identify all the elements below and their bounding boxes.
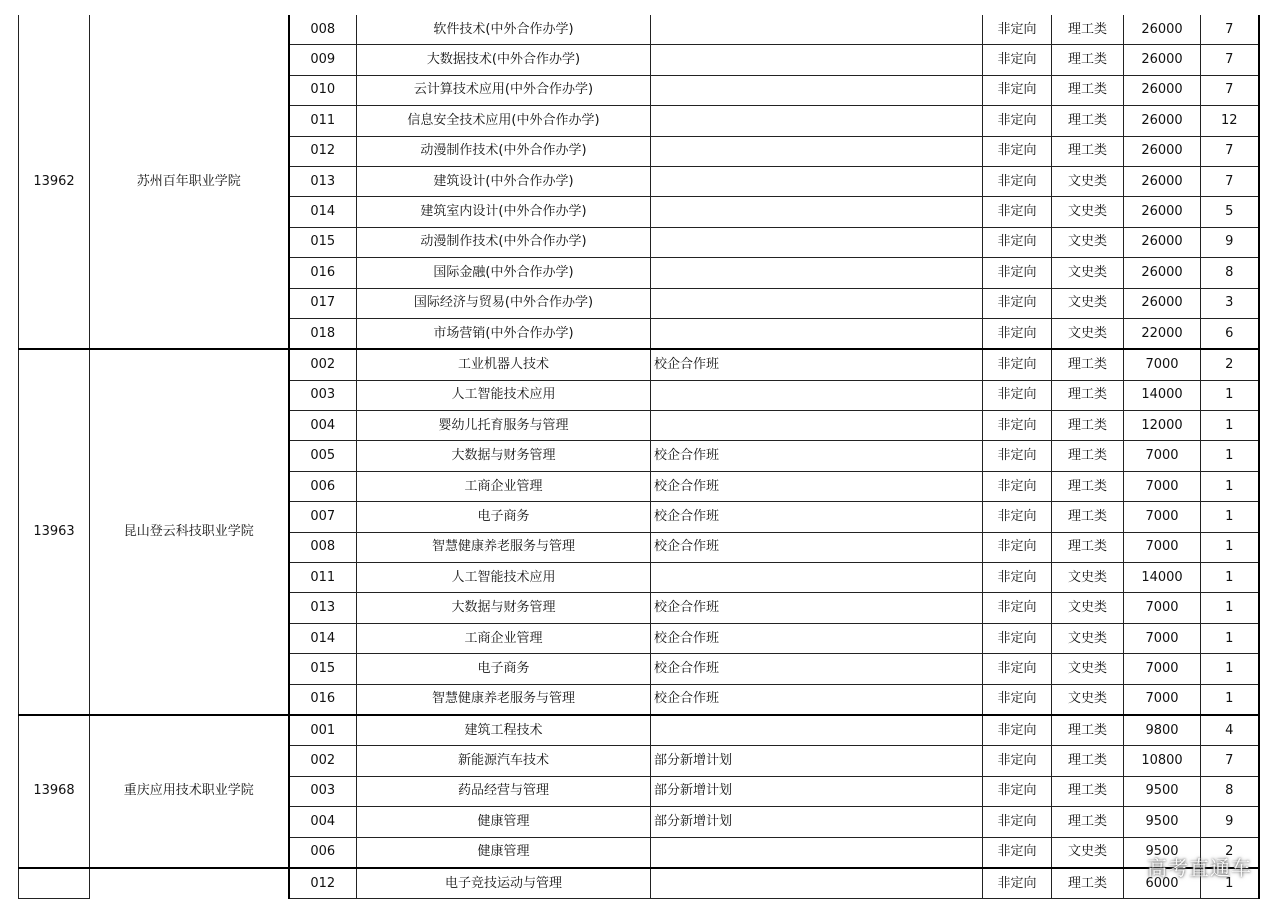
- category-cell: 理工类: [1052, 15, 1124, 45]
- major-code-cell: 008: [289, 532, 357, 562]
- major-name-cell: 智慧健康养老服务与管理: [357, 684, 651, 715]
- plan-count-cell: 1: [1201, 563, 1259, 593]
- tuition-cell: 7000: [1124, 502, 1201, 532]
- category-cell: 理工类: [1052, 532, 1124, 562]
- note-cell: [651, 837, 983, 868]
- note-cell: 部分新增计划: [651, 807, 983, 837]
- major-code-cell: 003: [289, 380, 357, 410]
- category-cell: 理工类: [1052, 776, 1124, 806]
- note-cell: [651, 166, 983, 196]
- school-name-cell: 苏州百年职业学院: [90, 15, 289, 349]
- note-cell: 校企合作班: [651, 684, 983, 715]
- category-cell: 理工类: [1052, 380, 1124, 410]
- school-code-cell: 13963: [19, 349, 90, 715]
- tuition-cell: 7000: [1124, 349, 1201, 380]
- plan-count-cell: 1: [1201, 411, 1259, 441]
- tuition-cell: 26000: [1124, 136, 1201, 166]
- note-cell: [651, 75, 983, 105]
- category-cell: 理工类: [1052, 75, 1124, 105]
- major-name-cell: 健康管理: [357, 807, 651, 837]
- tuition-cell: 12000: [1124, 411, 1201, 441]
- enrollment-plan-table: [18, 15, 1260, 899]
- major-code-cell: 011: [289, 106, 357, 136]
- plan-count-cell: 12: [1201, 106, 1259, 136]
- major-name-cell: 云计算技术应用(中外合作办学): [357, 75, 651, 105]
- major-code-cell: 002: [289, 746, 357, 776]
- orientation-cell: 非定向: [983, 807, 1052, 837]
- category-cell: 理工类: [1052, 441, 1124, 471]
- major-code-cell: 016: [289, 684, 357, 715]
- major-code-cell: 006: [289, 471, 357, 501]
- plan-count-cell: 1: [1201, 502, 1259, 532]
- note-cell: [651, 868, 983, 899]
- plan-count-cell: 5: [1201, 197, 1259, 227]
- major-code-cell: 004: [289, 807, 357, 837]
- note-cell: 校企合作班: [651, 532, 983, 562]
- major-code-cell: 012: [289, 136, 357, 166]
- orientation-cell: 非定向: [983, 868, 1052, 899]
- tuition-cell: 9500: [1124, 837, 1201, 868]
- tuition-cell: 7000: [1124, 623, 1201, 653]
- orientation-cell: 非定向: [983, 471, 1052, 501]
- category-cell: 文史类: [1052, 654, 1124, 684]
- major-code-cell: 008: [289, 15, 357, 45]
- table-row: [19, 349, 1259, 380]
- major-name-cell: 工业机器人技术: [357, 349, 651, 380]
- tuition-cell: 7000: [1124, 471, 1201, 501]
- category-cell: 文史类: [1052, 197, 1124, 227]
- note-cell: 校企合作班: [651, 593, 983, 623]
- category-cell: 理工类: [1052, 502, 1124, 532]
- note-cell: 校企合作班: [651, 441, 983, 471]
- major-code-cell: 003: [289, 776, 357, 806]
- tuition-cell: 26000: [1124, 288, 1201, 318]
- tuition-cell: 10800: [1124, 746, 1201, 776]
- plan-count-cell: 1: [1201, 380, 1259, 410]
- major-name-cell: 国际金融(中外合作办学): [357, 258, 651, 288]
- plan-count-cell: 1: [1201, 654, 1259, 684]
- note-cell: [651, 106, 983, 136]
- note-cell: [651, 15, 983, 45]
- major-name-cell: 建筑室内设计(中外合作办学): [357, 197, 651, 227]
- category-cell: 文史类: [1052, 258, 1124, 288]
- note-cell: [651, 45, 983, 75]
- tuition-cell: 26000: [1124, 197, 1201, 227]
- orientation-cell: 非定向: [983, 715, 1052, 746]
- note-cell: [651, 715, 983, 746]
- major-name-cell: 健康管理: [357, 837, 651, 868]
- note-cell: [651, 197, 983, 227]
- orientation-cell: 非定向: [983, 776, 1052, 806]
- orientation-cell: 非定向: [983, 532, 1052, 562]
- major-code-cell: 009: [289, 45, 357, 75]
- orientation-cell: 非定向: [983, 623, 1052, 653]
- orientation-cell: 非定向: [983, 75, 1052, 105]
- category-cell: 文史类: [1052, 623, 1124, 653]
- plan-count-cell: 7: [1201, 746, 1259, 776]
- school-name-cell: 重庆应用技术职业学院: [90, 715, 289, 868]
- major-code-cell: 013: [289, 166, 357, 196]
- orientation-cell: 非定向: [983, 288, 1052, 318]
- note-cell: [651, 136, 983, 166]
- tuition-cell: 26000: [1124, 227, 1201, 257]
- orientation-cell: 非定向: [983, 136, 1052, 166]
- orientation-cell: 非定向: [983, 106, 1052, 136]
- major-name-cell: 市场营销(中外合作办学): [357, 318, 651, 349]
- note-cell: [651, 227, 983, 257]
- note-cell: [651, 411, 983, 441]
- orientation-cell: 非定向: [983, 563, 1052, 593]
- plan-count-cell: 7: [1201, 45, 1259, 75]
- orientation-cell: 非定向: [983, 380, 1052, 410]
- category-cell: 文史类: [1052, 837, 1124, 868]
- table-row: [19, 715, 1259, 746]
- major-name-cell: 建筑设计(中外合作办学): [357, 166, 651, 196]
- plan-count-cell: 7: [1201, 15, 1259, 45]
- major-name-cell: 国际经济与贸易(中外合作办学): [357, 288, 651, 318]
- orientation-cell: 非定向: [983, 227, 1052, 257]
- orientation-cell: 非定向: [983, 441, 1052, 471]
- category-cell: 理工类: [1052, 715, 1124, 746]
- major-code-cell: 016: [289, 258, 357, 288]
- major-code-cell: 005: [289, 441, 357, 471]
- major-code-cell: 013: [289, 593, 357, 623]
- category-cell: 理工类: [1052, 45, 1124, 75]
- note-cell: [651, 318, 983, 349]
- major-code-cell: 002: [289, 349, 357, 380]
- major-name-cell: 信息安全技术应用(中外合作办学): [357, 106, 651, 136]
- major-name-cell: 人工智能技术应用: [357, 380, 651, 410]
- school-code-cell: 13962: [19, 15, 90, 349]
- plan-count-cell: 4: [1201, 715, 1259, 746]
- school-code-cell: [19, 868, 90, 899]
- major-name-cell: 动漫制作技术(中外合作办学): [357, 136, 651, 166]
- category-cell: 理工类: [1052, 136, 1124, 166]
- category-cell: 文史类: [1052, 593, 1124, 623]
- orientation-cell: 非定向: [983, 318, 1052, 349]
- plan-count-cell: 9: [1201, 807, 1259, 837]
- plan-count-cell: 7: [1201, 166, 1259, 196]
- major-code-cell: 004: [289, 411, 357, 441]
- category-cell: 理工类: [1052, 106, 1124, 136]
- category-cell: 文史类: [1052, 318, 1124, 349]
- orientation-cell: 非定向: [983, 349, 1052, 380]
- plan-count-cell: 8: [1201, 776, 1259, 806]
- tuition-cell: 26000: [1124, 106, 1201, 136]
- major-name-cell: 婴幼儿托育服务与管理: [357, 411, 651, 441]
- category-cell: 理工类: [1052, 349, 1124, 380]
- major-name-cell: 人工智能技术应用: [357, 563, 651, 593]
- note-cell: [651, 258, 983, 288]
- major-code-cell: 014: [289, 197, 357, 227]
- orientation-cell: 非定向: [983, 411, 1052, 441]
- tuition-cell: 9500: [1124, 807, 1201, 837]
- tuition-cell: 22000: [1124, 318, 1201, 349]
- plan-count-cell: 1: [1201, 868, 1259, 899]
- tuition-cell: 7000: [1124, 532, 1201, 562]
- note-cell: 校企合作班: [651, 623, 983, 653]
- major-code-cell: 015: [289, 654, 357, 684]
- table-row: [19, 15, 1259, 45]
- category-cell: 文史类: [1052, 166, 1124, 196]
- school-name-cell: [90, 868, 289, 899]
- category-cell: 理工类: [1052, 807, 1124, 837]
- major-name-cell: 大数据与财务管理: [357, 593, 651, 623]
- category-cell: 文史类: [1052, 288, 1124, 318]
- orientation-cell: 非定向: [983, 258, 1052, 288]
- tuition-cell: 7000: [1124, 684, 1201, 715]
- tuition-cell: 7000: [1124, 593, 1201, 623]
- category-cell: 理工类: [1052, 471, 1124, 501]
- tuition-cell: 26000: [1124, 45, 1201, 75]
- major-name-cell: 电子商务: [357, 654, 651, 684]
- tuition-cell: 14000: [1124, 380, 1201, 410]
- category-cell: 理工类: [1052, 746, 1124, 776]
- major-name-cell: 工商企业管理: [357, 623, 651, 653]
- note-cell: [651, 380, 983, 410]
- plan-count-cell: 7: [1201, 136, 1259, 166]
- plan-count-cell: 1: [1201, 532, 1259, 562]
- major-name-cell: 软件技术(中外合作办学): [357, 15, 651, 45]
- tuition-cell: 26000: [1124, 75, 1201, 105]
- orientation-cell: 非定向: [983, 684, 1052, 715]
- watermark-text: 高考直通车: [1147, 856, 1252, 880]
- orientation-cell: 非定向: [983, 15, 1052, 45]
- tuition-cell: 26000: [1124, 166, 1201, 196]
- major-name-cell: 大数据与财务管理: [357, 441, 651, 471]
- note-cell: [651, 288, 983, 318]
- school-code-cell: 13968: [19, 715, 90, 868]
- category-cell: 文史类: [1052, 684, 1124, 715]
- tuition-cell: 7000: [1124, 441, 1201, 471]
- orientation-cell: 非定向: [983, 197, 1052, 227]
- major-code-cell: 012: [289, 868, 357, 899]
- orientation-cell: 非定向: [983, 654, 1052, 684]
- major-code-cell: 015: [289, 227, 357, 257]
- category-cell: 理工类: [1052, 411, 1124, 441]
- note-cell: 校企合作班: [651, 654, 983, 684]
- school-name-cell: 昆山登云科技职业学院: [90, 349, 289, 715]
- category-cell: 文史类: [1052, 563, 1124, 593]
- plan-count-cell: 2: [1201, 349, 1259, 380]
- category-cell: 文史类: [1052, 227, 1124, 257]
- note-cell: 部分新增计划: [651, 776, 983, 806]
- tuition-cell: 6000: [1124, 868, 1201, 899]
- major-name-cell: 工商企业管理: [357, 471, 651, 501]
- major-code-cell: 010: [289, 75, 357, 105]
- major-name-cell: 新能源汽车技术: [357, 746, 651, 776]
- major-code-cell: 018: [289, 318, 357, 349]
- plan-count-cell: 6: [1201, 318, 1259, 349]
- tuition-cell: 9800: [1124, 715, 1201, 746]
- plan-count-cell: 8: [1201, 258, 1259, 288]
- major-name-cell: 动漫制作技术(中外合作办学): [357, 227, 651, 257]
- major-name-cell: 电子竞技运动与管理: [357, 868, 651, 899]
- major-code-cell: 001: [289, 715, 357, 746]
- note-cell: 校企合作班: [651, 502, 983, 532]
- plan-count-cell: 1: [1201, 623, 1259, 653]
- plan-count-cell: 1: [1201, 593, 1259, 623]
- tuition-cell: 26000: [1124, 258, 1201, 288]
- orientation-cell: 非定向: [983, 837, 1052, 868]
- note-cell: 部分新增计划: [651, 746, 983, 776]
- major-code-cell: 011: [289, 563, 357, 593]
- orientation-cell: 非定向: [983, 593, 1052, 623]
- tuition-cell: 7000: [1124, 654, 1201, 684]
- orientation-cell: 非定向: [983, 746, 1052, 776]
- tuition-cell: 14000: [1124, 563, 1201, 593]
- note-cell: [651, 563, 983, 593]
- plan-count-cell: 2: [1201, 837, 1259, 868]
- orientation-cell: 非定向: [983, 502, 1052, 532]
- plan-count-cell: 7: [1201, 75, 1259, 105]
- major-code-cell: 006: [289, 837, 357, 868]
- plan-count-cell: 9: [1201, 227, 1259, 257]
- major-code-cell: 017: [289, 288, 357, 318]
- major-name-cell: 大数据技术(中外合作办学): [357, 45, 651, 75]
- note-cell: 校企合作班: [651, 349, 983, 380]
- plan-count-cell: 3: [1201, 288, 1259, 318]
- category-cell: 理工类: [1052, 868, 1124, 899]
- plan-count-cell: 1: [1201, 441, 1259, 471]
- plan-count-cell: 1: [1201, 471, 1259, 501]
- major-name-cell: 电子商务: [357, 502, 651, 532]
- tuition-cell: 9500: [1124, 776, 1201, 806]
- table-row: [19, 868, 1259, 899]
- orientation-cell: 非定向: [983, 45, 1052, 75]
- tuition-cell: 26000: [1124, 15, 1201, 45]
- major-name-cell: 建筑工程技术: [357, 715, 651, 746]
- major-code-cell: 014: [289, 623, 357, 653]
- orientation-cell: 非定向: [983, 166, 1052, 196]
- note-cell: 校企合作班: [651, 471, 983, 501]
- plan-count-cell: 1: [1201, 684, 1259, 715]
- major-name-cell: 智慧健康养老服务与管理: [357, 532, 651, 562]
- major-code-cell: 007: [289, 502, 357, 532]
- major-name-cell: 药品经营与管理: [357, 776, 651, 806]
